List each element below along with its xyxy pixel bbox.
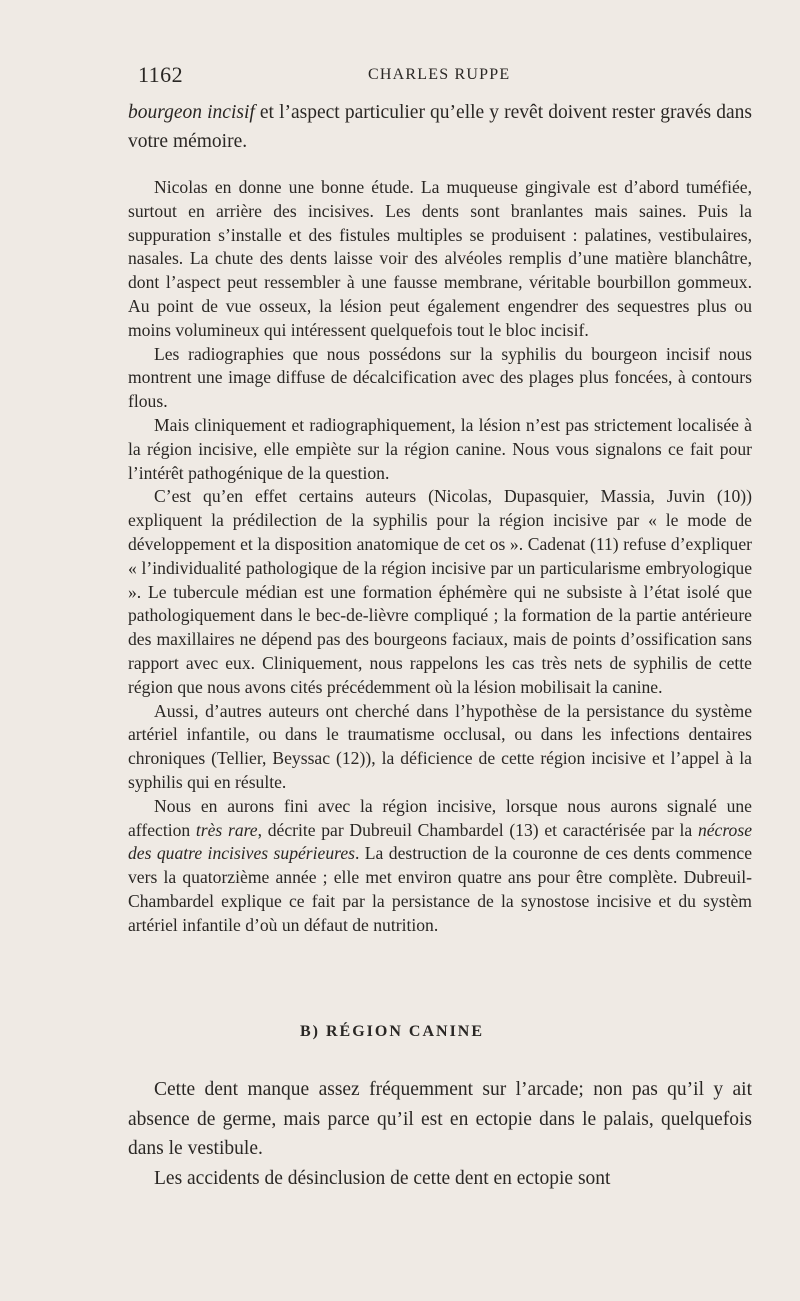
paragraph-nicolas-study: Nicolas en donne une bonne étude. La muqueuse gingivale est d’abord tuméfiée, surtout en arrière des incisives. Les dents sont branlantes mais saines. Puis la suppuration s’installe et des fistules multiples se produisent : palatines, vestibulaires, nasales. La chute des dents laisse voir des alvéoles remplis d’une matière blanchâtre, dont l’aspect peut ressembler à une fausse membrane, véritable bourbillon gommeux. Au point de vue osseux, la lésion peut également engendrer des sequestres plus ou moins volumineux qui intéressent quelquefois tout le bloc incisif. [128, 177, 752, 340]
running-head: CHARLES RUPPE [368, 66, 511, 83]
page-header [138, 62, 758, 88]
paragraph-clinical-extent: Mais cliniquement et radiographiquement, la lésion n’est pas strictement localisée à la région incisive, elle empiète sur la région canine. Nous vous signalons ce fait pour l’intérêt pathogénique de la question. [128, 414, 752, 483]
paragraph-canine-accidents: Les accidents de désinclusion de cette dent en ectopie sont [154, 1167, 611, 1189]
intro-paragraph [128, 98, 752, 156]
paragraph-rare-affection [128, 795, 752, 938]
rare-affection-text-1: Nous en aurons fini avec la région incisive, lorsque nous aurons signalé une affection [128, 795, 752, 840]
intro-rest: et l’aspect particulier qu’elle y revêt doivent rester gravés dans votre mémoire. [128, 102, 752, 152]
canine-section-text [128, 1075, 752, 1193]
paragraph-other-hypotheses: Aussi, d’autres auteurs ont cherché dans l’hypothèse de la persistance du système artériel infantile, ou dans le traumatisme occlusal, ou dans les infections dentaires chroniques (Tellier, Beyssac (12)), la déficience de cette région incisive et l’appel à la syphilis qui en résulte. [128, 700, 752, 792]
rare-affection-text-3: . La destruction de la couronne de ces dents commence vers la quatorzième année ; elle met environ quatre ans pour être complète. Dubreuil-Chambardel explique ce fait par la persistance de la synostose incisive et du systèm artériel infantile d’où un défaut de nutrition. [128, 843, 753, 935]
paragraph-radiographs: Les radiographies que nous possédons sur la syphilis du bourgeon incisif nous montrent une image diffuse de décalcification avec des plages plus foncées, à contours flous. [128, 343, 752, 412]
rare-affection-text-2: , décrite par Dubreuil Chambardel (13) et caractérisée par la [257, 819, 698, 840]
intro-italic-lead: bourgeon incisif [128, 102, 255, 123]
rare-affection-italic-2: nécrose des quatre incisives supérieures [128, 819, 752, 864]
page-number: 1162 [138, 62, 184, 87]
paragraph-authors-theories: C’est qu’en effet certains auteurs (Nicolas, Dupasquier, Massia, Juvin (10)) expliquent la prédilection de la syphilis pour la région incisive par « le mode de développement et la disposition anatomique de cet os ». Cadenat (11) refuse d’expliquer « l’individualité pathologique de la région incisive par un particularisme embryologique ». Le tubercule médian est une formation éphémère qui ne subsiste à l’état isolé que pathologiquement dans le bec-de-lièvre compliqué ; la formation de la partie antérieure des maxillaires ne dépend pas des bourgeons faciaux, mais de points d’ossification sans rapport avec eux. Cliniquement, nous rappelons les cas très nets de syphilis de cette région que nous avons cités précédemment où la lésion mobilisait la canine. [128, 486, 752, 697]
small-print-block [128, 176, 752, 938]
paragraph-canine-missing: Cette dent manque assez fréquemment sur l’arcade; non pas qu’il y ait absence de germe, mais parce qu’il est en ectopie dans le palais, quelquefois dans le vestibule. [128, 1079, 752, 1159]
section-heading: B) RÉGION CANINE [300, 1023, 485, 1040]
rare-affection-italic-1: très rare [195, 819, 258, 840]
